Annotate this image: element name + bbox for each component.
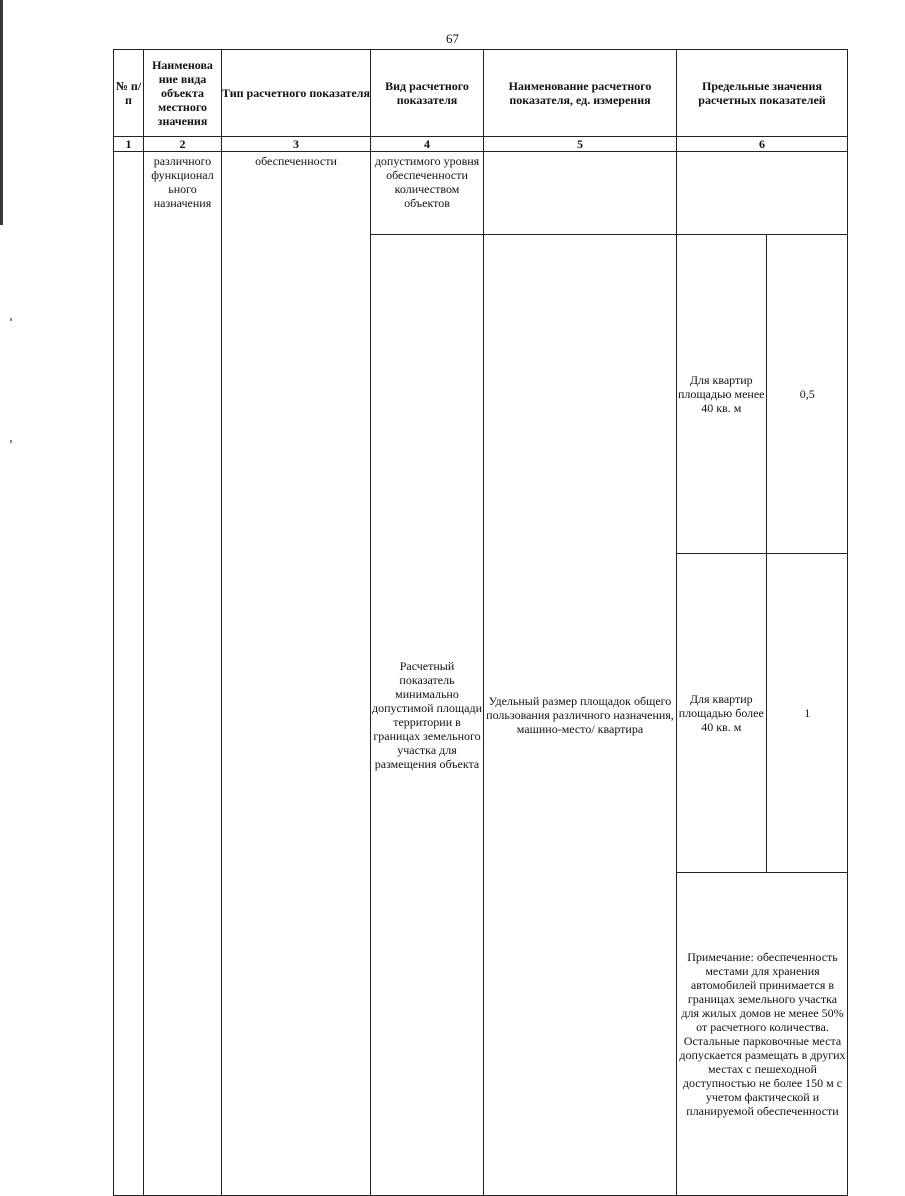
apartment-small-label: Для квартир площадью менее 40 кв. м xyxy=(677,235,766,554)
apartment-large-value: 1 xyxy=(766,554,848,873)
limit-value-cell xyxy=(677,152,848,235)
indicators-table xyxy=(113,49,848,1196)
subtable-row xyxy=(677,235,848,554)
scan-mark xyxy=(10,440,12,443)
apartment-small-value: 0,5 xyxy=(766,235,848,554)
header-indicator-kind: Вид расчетного показателя xyxy=(371,50,484,137)
indicator-kind-cell: Расчетный показатель минимально допустимой площади территории в границах земельного участка для размещения объекта xyxy=(371,235,484,1196)
scan-mark xyxy=(10,318,12,321)
indicator-name-cell xyxy=(484,152,677,235)
column-number-row xyxy=(114,137,848,152)
parking-note: Примечание: обеспеченность местами для хранения автомобилей принимается в границах земельного участка для жилых домов не менее 50% от расчетного количества. Остальные парковочные места допускается размещать в других местах с пешеходной доступностью не более 150 м с учетом фактической и планируемой обеспеченности xyxy=(677,873,848,1196)
limit-values-subtable xyxy=(677,235,848,1195)
subtable-row xyxy=(677,554,848,873)
limit-value-cell xyxy=(677,235,848,1196)
header-limit-values: Предельные значения расчетных показателей xyxy=(677,50,848,137)
header-indicator-type: Тип расчетного показателя xyxy=(222,50,371,137)
table-row xyxy=(114,152,848,235)
apartment-large-label: Для квартир площадью более 40 кв. м xyxy=(677,554,766,873)
column-number: 6 xyxy=(677,137,848,152)
indicator-type-cell: обеспеченности xyxy=(222,152,371,1196)
header-row xyxy=(114,50,848,137)
subtable-row xyxy=(677,873,848,1196)
indicator-kind-cell: допустимого уровня обеспеченности количеством объектов xyxy=(371,152,484,235)
column-number: 2 xyxy=(144,137,222,152)
column-number: 4 xyxy=(371,137,484,152)
indicator-name-cell: Удельный размер площадок общего пользования различного назначения, машино-место/ квартира xyxy=(484,235,677,1196)
number-cell xyxy=(114,152,144,1196)
page-number: 67 xyxy=(446,31,459,46)
column-number: 1 xyxy=(114,137,144,152)
header-indicator-name: Наименование расчетного показателя, ед. измерения xyxy=(484,50,677,137)
column-number: 3 xyxy=(222,137,371,152)
header-object-type: Наименова ние вида объекта местного значения xyxy=(144,50,222,137)
column-number: 5 xyxy=(484,137,677,152)
object-type-cell: различного функционал ьного назначения xyxy=(144,152,222,1196)
header-number: № п/п xyxy=(114,50,144,137)
